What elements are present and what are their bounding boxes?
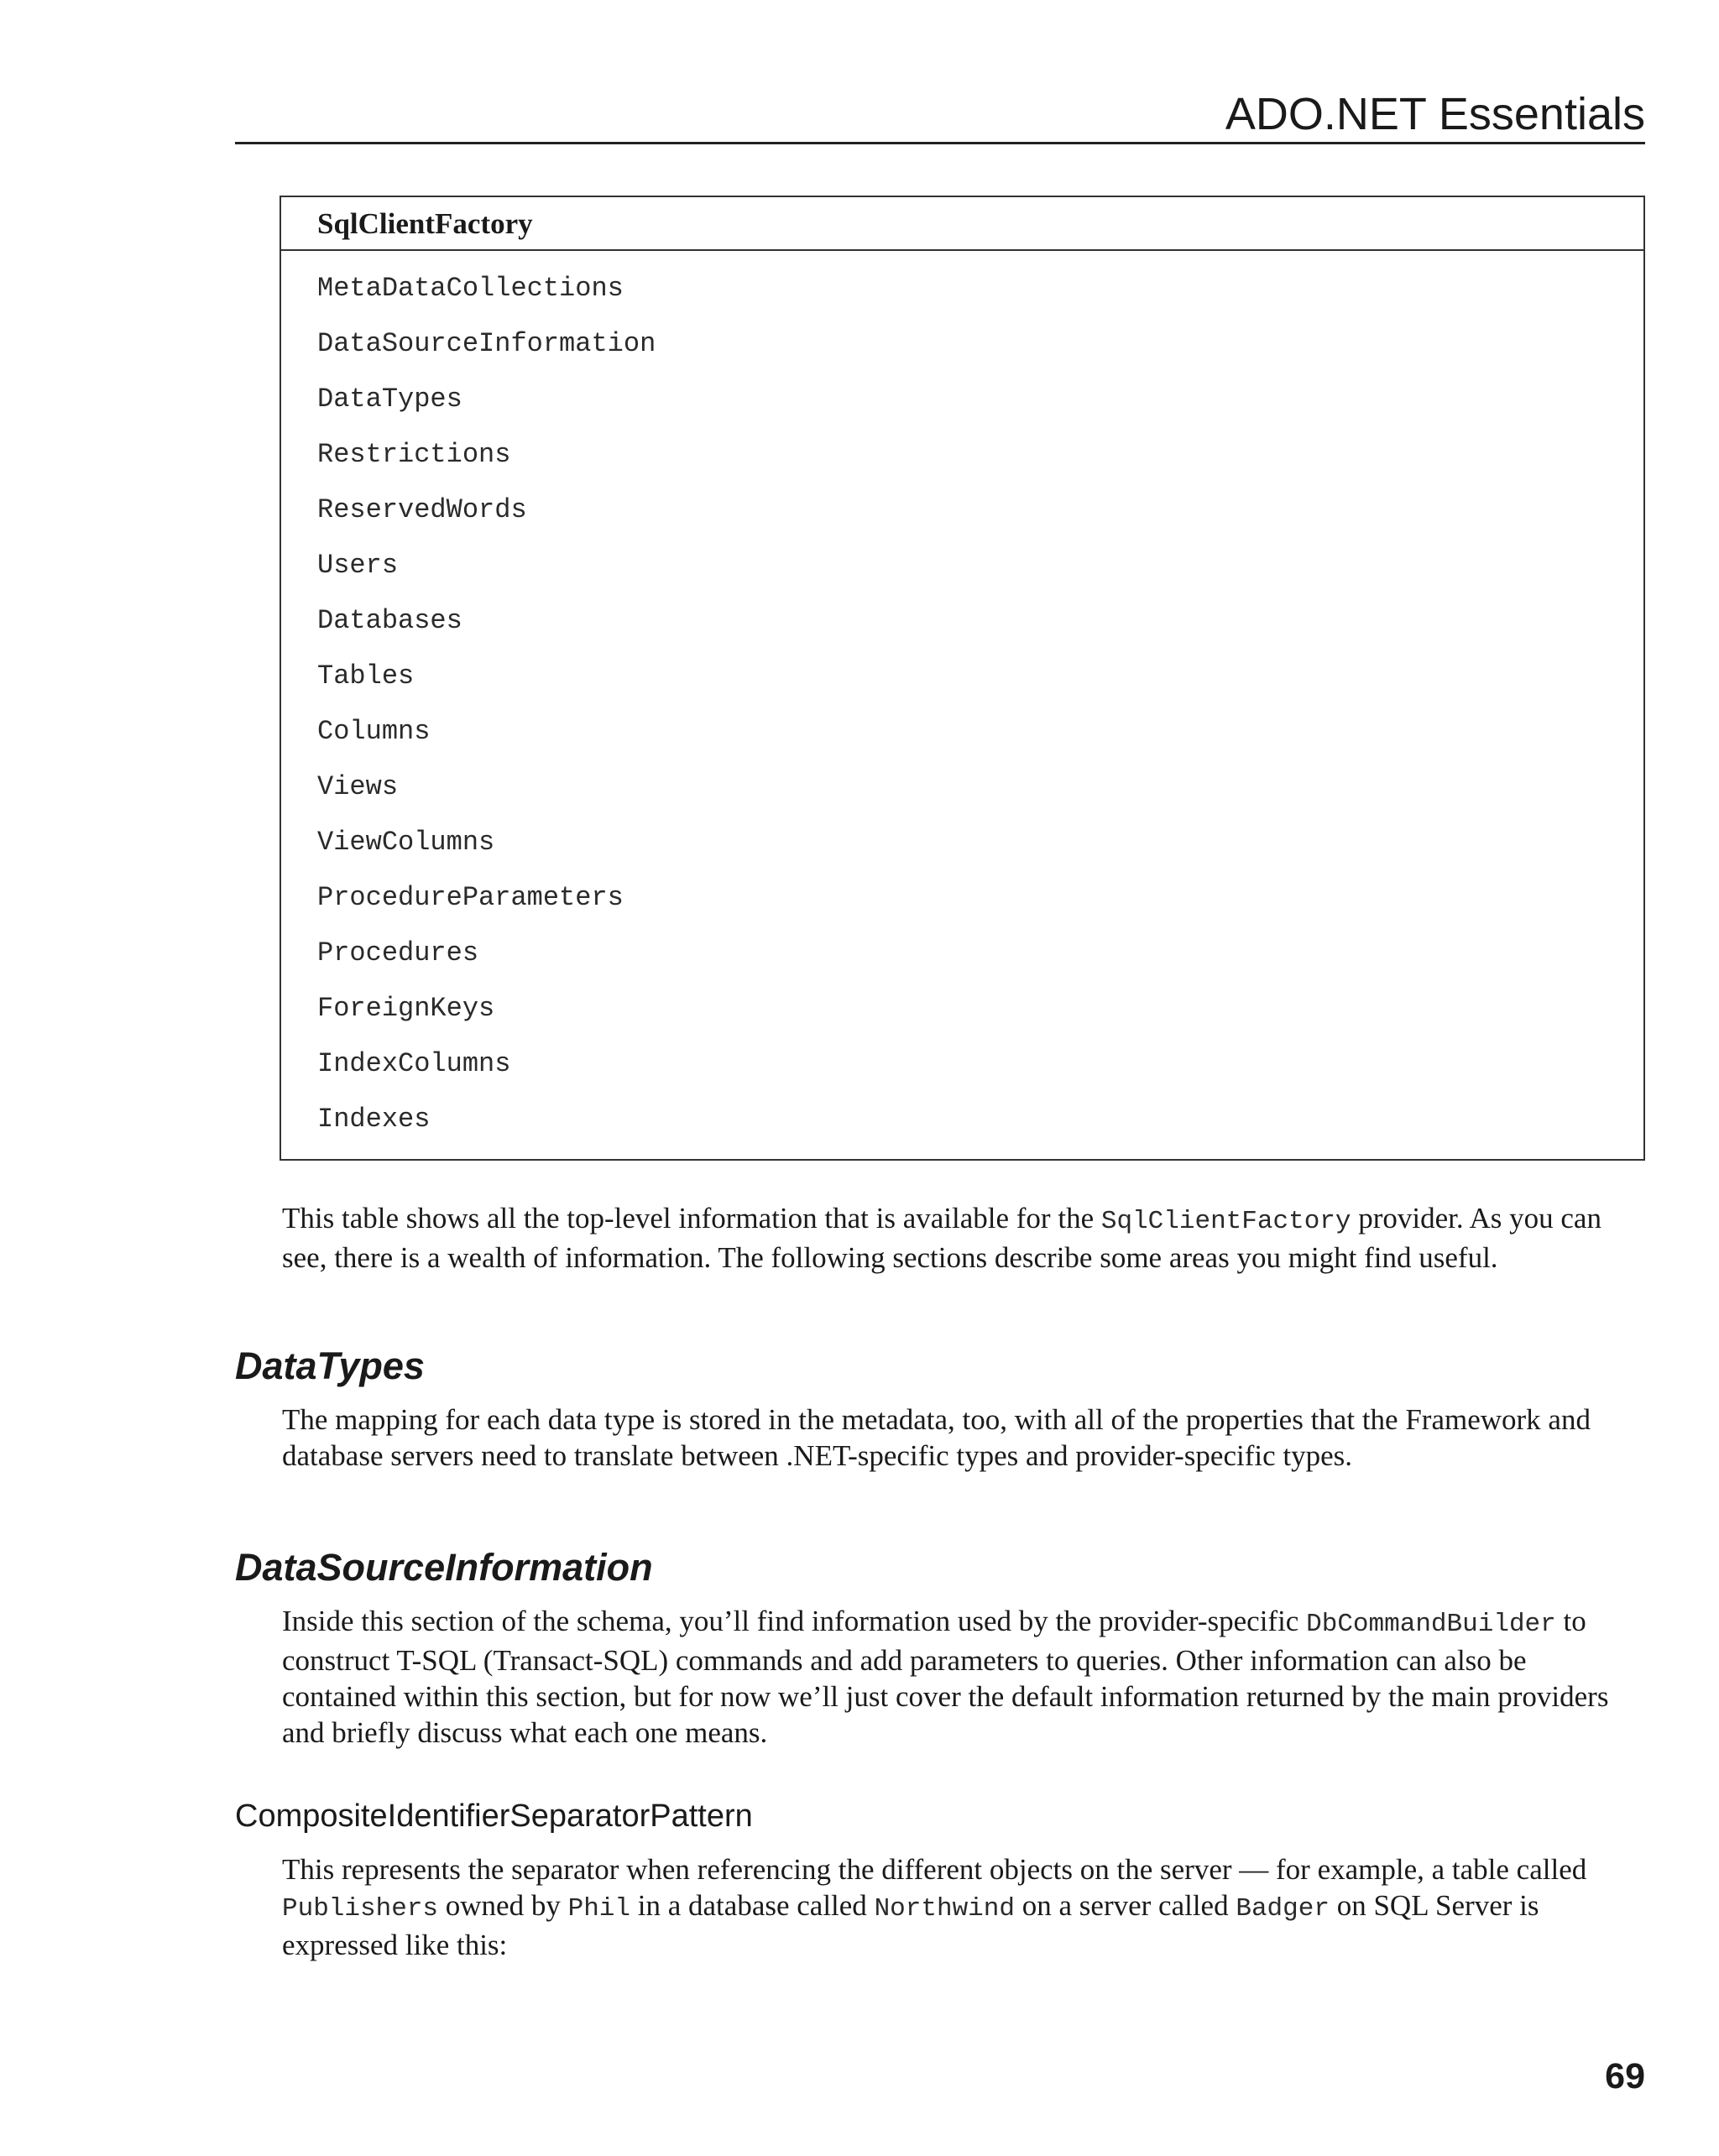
datasource-text-1: Inside this section of the schema, you’ll find information used by the provider-specific (282, 1605, 1307, 1637)
running-header-title: ADO.NET Essentials (1225, 89, 1645, 139)
sqlclientfactory-table (280, 196, 1645, 1161)
table-row: Procedures (317, 937, 479, 968)
intro-code-sqlclientfactory: SqlClientFactory (1100, 1207, 1351, 1236)
composite-code-northwind: Northwind (874, 1894, 1015, 1924)
datasource-paragraph (282, 1603, 1645, 1751)
table-row: Columns (317, 716, 431, 747)
section-heading-datatypes: DataTypes (235, 1344, 425, 1387)
table-row: Users (317, 550, 399, 581)
table-row: DataTypes (317, 384, 462, 415)
table-row: Tables (317, 660, 415, 692)
table-row: DataSourceInformation (317, 328, 656, 359)
page-number: 69 (1605, 2056, 1645, 2096)
table-row: IndexColumns (317, 1048, 511, 1079)
composite-paragraph (282, 1851, 1645, 1963)
intro-text-1: This table shows all the top-level information that is available for the (282, 1202, 1101, 1235)
table-row: ReservedWords (317, 494, 527, 525)
table-row: Indexes (317, 1104, 431, 1135)
composite-code-phil: Phil (567, 1894, 631, 1924)
running-header (235, 84, 1645, 144)
intro-paragraph (282, 1200, 1645, 1276)
table-row: ViewColumns (317, 827, 495, 858)
composite-text-4: on a server called (1015, 1889, 1236, 1922)
table-row: ProcedureParameters (317, 882, 624, 913)
table-row: MetaDataCollections (317, 273, 624, 304)
table-row: Views (317, 771, 399, 802)
composite-text-5: on SQL Server is expressed like this: (282, 1889, 1539, 1961)
composite-text-1: This represents the separator when referencing the different objects on the server — for example, a table called (282, 1853, 1587, 1886)
datasource-code-dbcommandbuilder: DbCommandBuilder (1306, 1610, 1556, 1639)
subsection-heading-composite: CompositeIdentifierSeparatorPattern (235, 1798, 753, 1834)
composite-text-2: owned by (438, 1889, 568, 1922)
section-heading-datasourceinformation: DataSourceInformation (235, 1546, 653, 1589)
composite-text-3: in a database called (630, 1889, 875, 1922)
table-row: Databases (317, 605, 462, 636)
table-row: ForeignKeys (317, 993, 495, 1024)
table-rows (281, 251, 1643, 1147)
composite-code-badger: Badger (1236, 1894, 1330, 1924)
datasource-text-2: to construct T-SQL (Transact-SQL) commands and add parameters to queries. Other information can also be contained within this section, but for now we’ll just cover the default information returned by the main providers and briefly discuss what each one means. (282, 1605, 1609, 1749)
datatypes-paragraph: The mapping for each data type is stored in the metadata, too, with all of the properties that the Framework and database servers need to translate between .NET-specific types and provider-specific types. (282, 1403, 1591, 1472)
table-row: Restrictions (317, 439, 511, 470)
composite-code-publishers: Publishers (282, 1894, 439, 1924)
intro-text-2: provider. As you can see, there is a wealth of information. The following sections describe some areas you might find useful. (282, 1202, 1601, 1274)
table-heading: SqlClientFactory (281, 197, 1643, 251)
